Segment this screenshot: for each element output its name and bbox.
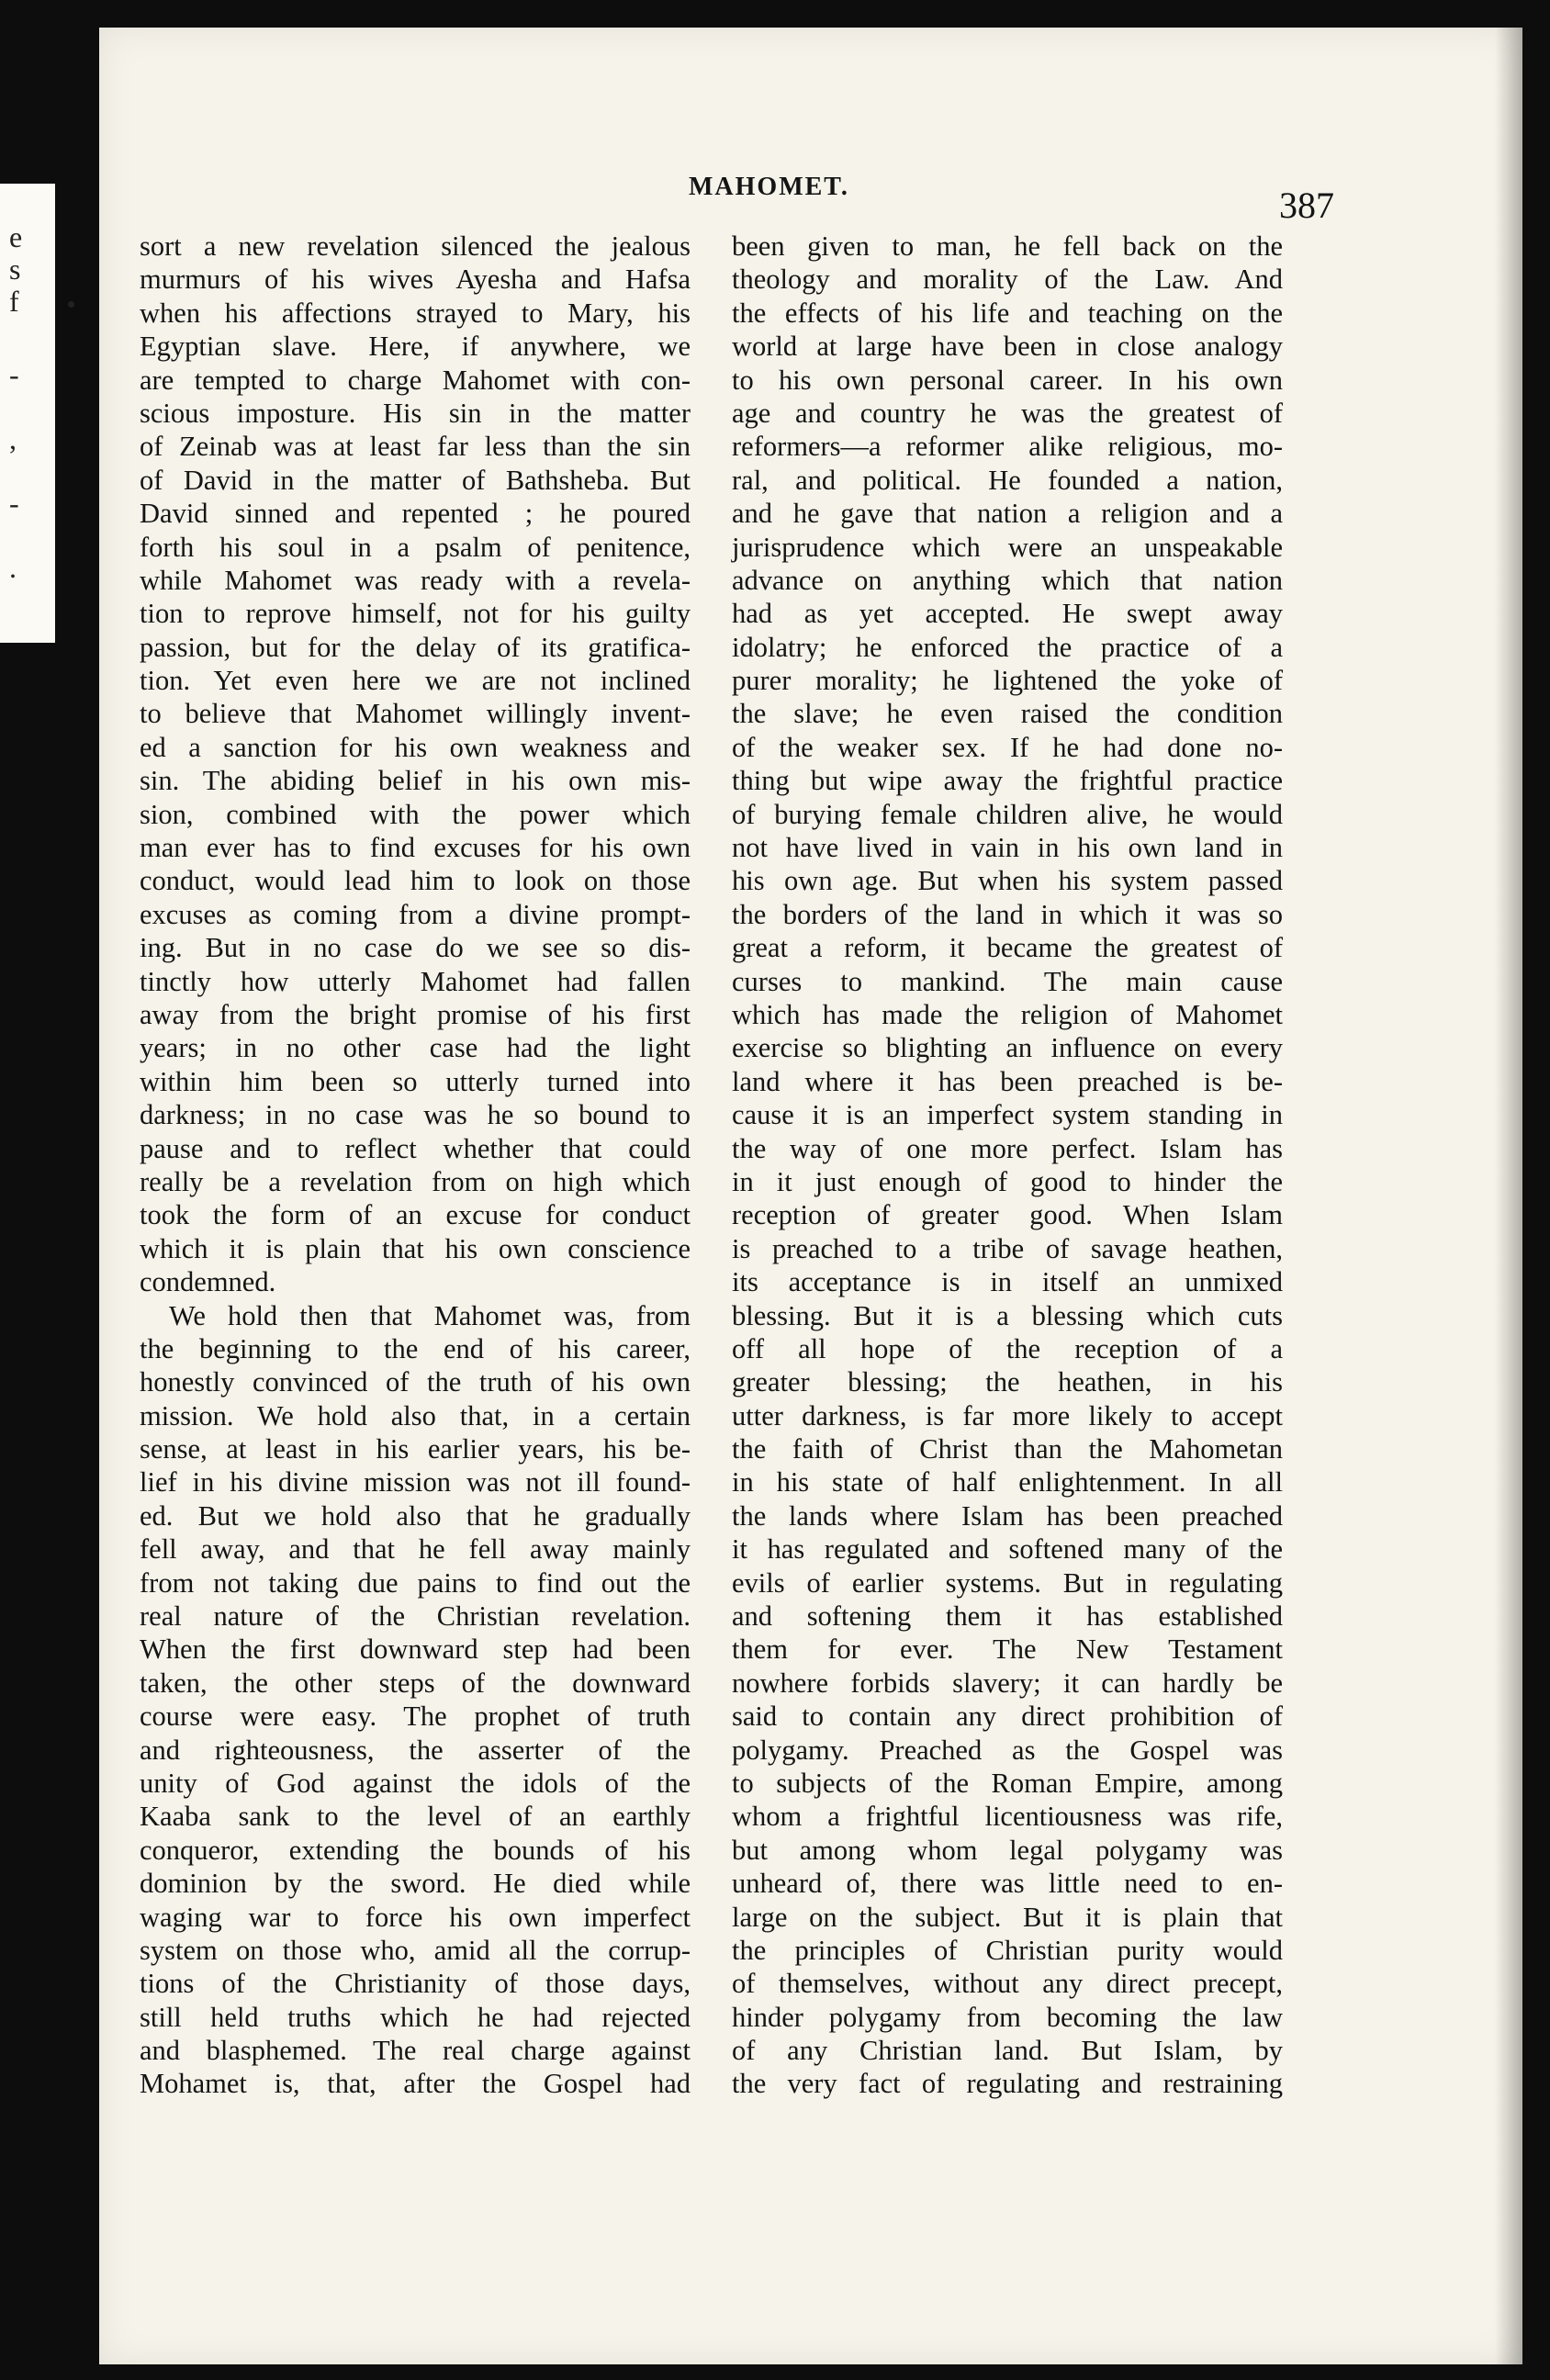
text-line: still held truths which he had rejected: [140, 2001, 691, 2033]
text-line: pause and to reflect whether that could: [140, 1132, 691, 1164]
edge-fragment: -: [9, 487, 19, 520]
text-line: utter darkness, is far more likely to accept: [732, 1399, 1283, 1431]
edge-fragment: f: [9, 285, 19, 318]
text-line: from not taking due pains to find out the: [140, 1566, 691, 1599]
text-line: theology and morality of the Law. And: [732, 264, 1283, 296]
right-text-column: [732, 230, 1283, 2101]
text-line: tions of the Christianity of those days,: [140, 1968, 691, 2000]
text-line: idolatry; he enforced the practice of a: [732, 631, 1283, 663]
scan-speck: [68, 301, 74, 308]
text-line: waging war to force his own imperfect: [140, 1901, 691, 1933]
text-line: the faith of Christ than the Mahometan: [732, 1433, 1283, 1465]
text-line: Egyptian slave. Here, if anywhere, we: [140, 331, 691, 363]
text-line: off all hope of the reception of a: [732, 1332, 1283, 1364]
text-line: large on the subject. But it is plain that: [732, 1901, 1283, 1933]
left-text-column: [140, 230, 691, 2101]
previous-page-edge: [0, 184, 55, 643]
text-line: unheard of, there was little need to en-: [732, 1868, 1283, 1900]
text-line: hinder polygamy from becoming the law: [732, 2001, 1283, 2033]
text-line: murmurs of his wives Ayesha and Hafsa: [140, 264, 691, 296]
text-line: been given to man, he fell back on the: [732, 230, 1283, 262]
text-line: tion. Yet even here we are not inclined: [140, 665, 691, 697]
text-line: great a reform, it became the greatest of: [732, 932, 1283, 964]
text-line: had as yet accepted. He swept away: [732, 598, 1283, 630]
text-line: to believe that Mahomet willingly invent-: [140, 698, 691, 730]
text-line: purer morality; he lightened the yoke of: [732, 665, 1283, 697]
text-line: man ever has to find excuses for his own: [140, 832, 691, 864]
text-line: the slave; he even raised the condition: [732, 698, 1283, 730]
text-line: within him been so utterly turned into: [140, 1065, 691, 1097]
text-line: Mohamet is, that, after the Gospel had: [140, 2068, 691, 2100]
text-line: reception of greater good. When Islam: [732, 1199, 1283, 1231]
text-line: took the form of an excuse for conduct: [140, 1199, 691, 1231]
text-line: which it is plain that his own conscience: [140, 1232, 691, 1264]
text-line: cause it is an imperfect system standing in: [732, 1099, 1283, 1131]
text-line: ed. But we hold also that he gradually: [140, 1499, 691, 1532]
text-line: are tempted to charge Mahomet with con-: [140, 364, 691, 396]
text-line: the beginning to the end of his career,: [140, 1332, 691, 1364]
text-line: dominion by the sword. He died while: [140, 1868, 691, 1900]
text-line: system on those who, amid all the corrup-: [140, 1934, 691, 1966]
text-line: world at large have been in close analogy: [732, 331, 1283, 363]
text-line: condemned.: [140, 1266, 276, 1298]
text-line: jurisprudence which were an unspeakable: [732, 531, 1283, 563]
text-line: to subjects of the Roman Empire, among: [732, 1767, 1283, 1799]
text-line: his own age. But when his system passed: [732, 865, 1283, 897]
text-line: age and country he was the greatest of: [732, 397, 1283, 429]
text-line: lief in his divine mission was not ill found-: [140, 1466, 691, 1499]
text-line: of themselves, without any direct precept,: [732, 1968, 1283, 2000]
text-line: its acceptance is in itself an unmixed: [732, 1266, 1283, 1298]
text-line: Kaaba sank to the level of an earthly: [140, 1801, 691, 1833]
text-line: darkness; in no case was he so bound to: [140, 1099, 691, 1131]
text-line: whom a frightful licentiousness was rife,: [732, 1801, 1283, 1833]
text-line: in it just enough of good to hinder the: [732, 1165, 1283, 1197]
text-line: advance on anything which that nation: [732, 564, 1283, 596]
text-line: unity of God against the idols of the: [140, 1767, 691, 1799]
text-line: the very fact of regulating and restraining: [732, 2068, 1283, 2100]
text-line: ral, and political. He founded a nation,: [732, 464, 1283, 496]
text-line: is preached to a tribe of savage heathen,: [732, 1232, 1283, 1264]
text-line: sense, at least in his earlier years, his be-: [140, 1433, 691, 1465]
text-line: sion, combined with the power which: [140, 798, 691, 830]
text-line: and he gave that nation a religion and a: [732, 498, 1283, 530]
text-line: while Mahomet was ready with a revela-: [140, 564, 691, 596]
text-line: taken, the other steps of the downward: [140, 1667, 691, 1699]
text-line: tion to reprove himself, not for his guilty: [140, 598, 691, 630]
text-line: which has made the religion of Mahomet: [732, 998, 1283, 1030]
edge-fragment: ,: [9, 422, 17, 455]
text-line: thing but wipe away the frightful practice: [732, 765, 1283, 797]
text-line: nowhere forbids slavery; it can hardly be: [732, 1667, 1283, 1699]
text-line: of burying female children alive, he would: [732, 798, 1283, 830]
text-line: land where it has been preached is be-: [732, 1065, 1283, 1097]
text-line: When the first downward step had been: [140, 1633, 691, 1666]
text-line: conduct, would lead him to look on those: [140, 865, 691, 897]
text-line: passion, but for the delay of its gratifica-: [140, 631, 691, 663]
text-line: tinctly how utterly Mahomet had fallen: [140, 965, 691, 997]
text-line: years; in no other case had the light: [140, 1032, 691, 1064]
text-line: conqueror, extending the bounds of his: [140, 1834, 691, 1866]
text-line: away from the bright promise of his first: [140, 998, 691, 1030]
text-line: honestly convinced of the truth of his own: [140, 1366, 691, 1398]
text-line: ed a sanction for his own weakness and: [140, 731, 691, 763]
edge-fragment: s: [9, 253, 21, 286]
text-line: the way of one more perfect. Islam has: [732, 1132, 1283, 1164]
text-line: of David in the matter of Bathsheba. But: [140, 464, 691, 496]
text-line: when his affections strayed to Mary, his: [140, 297, 691, 329]
text-line: not have lived in vain in his own land in: [732, 832, 1283, 864]
text-line: of Zeinab was at least far less than the sin: [140, 431, 691, 463]
text-line: blessing. But it is a blessing which cuts: [732, 1299, 1283, 1331]
text-line: greater blessing; the heathen, in his: [732, 1366, 1283, 1398]
text-line: course were easy. The prophet of truth: [140, 1701, 691, 1733]
text-line: excuses as coming from a divine prompt-: [140, 898, 691, 930]
text-line: scious imposture. His sin in the matter: [140, 397, 691, 429]
page-gutter-shadow: [1495, 28, 1522, 2364]
text-line: We hold then that Mahomet was, from: [169, 1299, 691, 1331]
text-line: of any Christian land. But Islam, by: [732, 2035, 1283, 2067]
text-line: exercise so blighting an influence on every: [732, 1032, 1283, 1064]
running-head: MAHOMET.: [689, 173, 849, 201]
text-line: mission. We hold also that, in a certain: [140, 1399, 691, 1431]
edge-fragment: .: [9, 551, 17, 584]
text-line: the effects of his life and teaching on the: [732, 297, 1283, 329]
text-line: and blasphemed. The real charge against: [140, 2035, 691, 2067]
text-line: reformers—a reformer alike religious, mo-: [732, 431, 1283, 463]
edge-fragment: e: [9, 220, 23, 253]
text-line: of the weaker sex. If he had done no-: [732, 731, 1283, 763]
text-line: and righteousness, the asserter of the: [140, 1734, 691, 1766]
text-line: curses to mankind. The main cause: [732, 965, 1283, 997]
text-line: said to contain any direct prohibition of: [732, 1701, 1283, 1733]
text-line: but among whom legal polygamy was: [732, 1834, 1283, 1866]
text-line: the principles of Christian purity would: [732, 1934, 1283, 1966]
text-line: in his state of half enlightenment. In all: [732, 1466, 1283, 1499]
text-line: David sinned and repented ; he poured: [140, 498, 691, 530]
text-line: real nature of the Christian revelation.: [140, 1600, 691, 1633]
text-line: sin. The abiding belief in his own mis-: [140, 765, 691, 797]
text-line: them for ever. The New Testament: [732, 1633, 1283, 1666]
text-line: really be a revelation from on high which: [140, 1165, 691, 1197]
text-line: the borders of the land in which it was so: [732, 898, 1283, 930]
text-line: it has regulated and softened many of the: [732, 1533, 1283, 1566]
text-line: the lands where Islam has been preached: [732, 1499, 1283, 1532]
text-line: and softening them it has established: [732, 1600, 1283, 1633]
text-line: to his own personal career. In his own: [732, 364, 1283, 396]
text-line: fell away, and that he fell away mainly: [140, 1533, 691, 1566]
text-line: evils of earlier systems. But in regulating: [732, 1566, 1283, 1599]
edge-fragment: -: [9, 358, 19, 391]
text-line: sort a new revelation silenced the jealous: [140, 230, 691, 262]
text-line: polygamy. Preached as the Gospel was: [732, 1734, 1283, 1766]
text-line: forth his soul in a psalm of penitence,: [140, 531, 691, 563]
text-line: ing. But in no case do we see so dis-: [140, 932, 691, 964]
page-number: 387: [1279, 185, 1334, 226]
